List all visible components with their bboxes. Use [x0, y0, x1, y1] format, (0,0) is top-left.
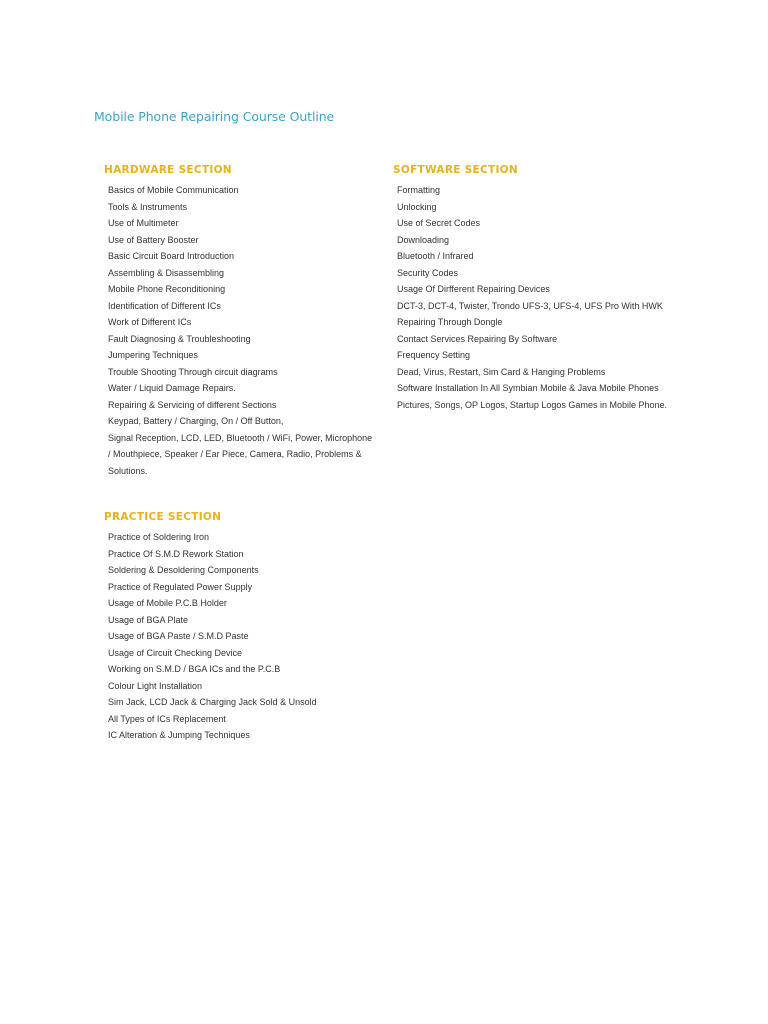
practice-item: Usage of Mobile P.C.B Holder [108, 598, 227, 608]
hardware-item: Keypad, Battery / Charging, On / Off Button, [108, 416, 284, 426]
software-item: DCT-3, DCT-4, Twister, Trondo UFS-3, UFS-4, UFS Pro With HWK [397, 300, 663, 311]
software-item: Unlocking [397, 201, 437, 212]
practice-item: Usage of BGA Plate [108, 614, 189, 625]
software-item: Contact Services Repairing By Software [397, 333, 558, 344]
hardware-item: Mobile Phone Reconditioning [108, 284, 226, 294]
practice-item: Sim Jack, LCD Jack & Charging Jack Sold & Unsold [108, 697, 317, 707]
software-item: Dead, Virus, Restart, Sim Card & Hanging Problems [397, 366, 606, 377]
software-item-list [393, 182, 667, 413]
hardware-item: Basics of Mobile Communication [108, 185, 239, 195]
software-section [393, 163, 667, 413]
practice-item: Practice of Regulated Power Supply [108, 581, 253, 592]
hardware-item: Identification of Different ICs [108, 300, 221, 311]
hardware-item: Fault Diagnosing & Troubleshooting [108, 333, 251, 344]
practice-item: Soldering & Desoldering Components [108, 565, 259, 575]
practice-item: Working on S.M.D / BGA ICs and the P.C.B [108, 664, 281, 674]
practice-item: IC Alteration & Jumping Techniques [108, 730, 250, 740]
practice-item: Practice of Soldering Iron [108, 532, 210, 542]
practice-item-list [104, 529, 317, 744]
software-item: Downloading [397, 234, 450, 245]
hardware-item: Tools & Instruments [108, 201, 188, 212]
software-section-heading: SOFTWARE SECTION [393, 164, 518, 176]
practice-item: Colour Light Installation [108, 680, 203, 691]
software-item: Software Installation In All Symbian Mobile & Java Mobile Phones [397, 383, 659, 393]
practice-section-heading: PRACTICE SECTION [104, 511, 222, 523]
hardware-item: Trouble Shooting Through circuit diagrams [108, 366, 278, 377]
hardware-item: Water / Liquid Damage Repairs. [108, 383, 236, 393]
software-item: Frequency Setting [397, 350, 471, 360]
software-item: Pictures, Songs, OP Logos, Startup Logos Games in Mobile Phone. [397, 399, 667, 410]
hardware-item-list [104, 182, 372, 479]
hardware-item: Basic Circuit Board Introduction [108, 251, 235, 261]
software-item: Usage Of Dirfferent Repairing Devices [397, 284, 550, 294]
software-item: Security Codes [397, 267, 459, 278]
hardware-item: Work of Different ICs [108, 317, 192, 327]
hardware-item: Assembling & Disassembling [108, 267, 225, 278]
practice-section [104, 510, 317, 744]
practice-item: All Types of ICs Replacement [108, 713, 226, 724]
software-item: Formatting [397, 185, 441, 195]
software-item: Repairing Through Dongle [397, 317, 503, 327]
software-item: Use of Secret Codes [397, 218, 481, 228]
practice-item: Practice Of S.M.D Rework Station [108, 548, 244, 559]
software-item: Bluetooth / Infrared [397, 251, 474, 261]
hardware-item: Signal Reception, LCD, LED, Bluetooth / WiFi, Power, Microphone [108, 432, 373, 443]
hardware-item: Solutions. [108, 465, 148, 476]
hardware-item: Jumpering Techniques [108, 350, 198, 360]
hardware-item: Repairing & Servicing of different Sections [108, 399, 277, 410]
hardware-section-heading: HARDWARE SECTION [104, 164, 232, 176]
hardware-item: Use of Battery Booster [108, 234, 199, 245]
document-title: Mobile Phone Repairing Course Outline [94, 109, 335, 124]
practice-item: Usage of BGA Paste / S.M.D Paste [108, 631, 249, 641]
hardware-section [104, 163, 372, 479]
practice-item: Usage of Circuit Checking Device [108, 647, 243, 658]
hardware-item: / Mouthpiece, Speaker / Ear Piece, Camera, Radio, Problems & [108, 449, 362, 459]
hardware-item: Use of Multimeter [108, 218, 179, 228]
